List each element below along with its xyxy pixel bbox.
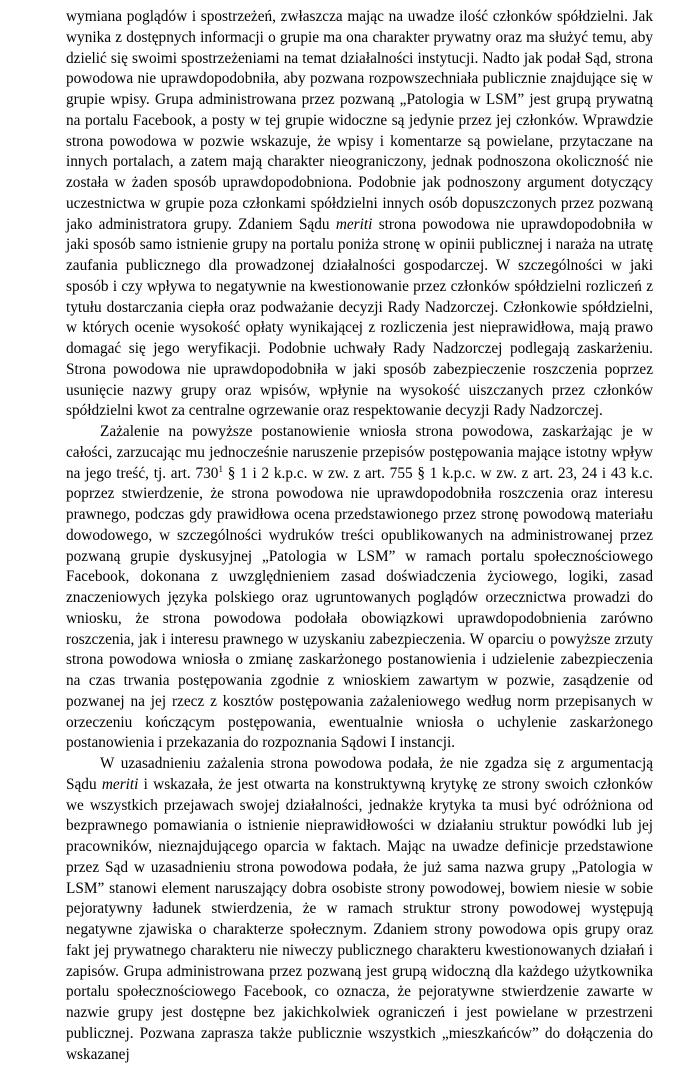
paragraph-text: § 1 i 2 k.p.c. w zw. z art. 755 § 1 k.p.c. w zw. z art. 23, 24 i 43 k.c. poprzez stwierdzenie, że strona powodowa nie uprawdopodobniła roszczenia oraz interesu prawnego, podczas gdy prawidłowa ocena przedstawionego przez stronę powodową materiału dowodowego, w szczególności wydruków treści opublikowanych na administrowanej przez pozwaną grupie dyskusyjnej „Patologia w LSM” w ramach portalu społecznościowego Facebook, dokonana z uwzględnieniem zasad doświadczenia życiowego, logiki, zasad znaczeniowych języka polskiego oraz ugruntowanych poglądów orzecznictwa prowadzi do wniosku, że strona powodowa podołała obowiązkowi uprawdopodobnienia zarówno roszczenia, jak i interesu prawnego w uzyskaniu zabezpieczenia. W oparciu o powyższe zrzuty strona powodowa wniosła o zmianę zaskarżonego postanowienia i udzielenie zabezpieczenia na czas trwania postępowania zgodnie z wnioskiem zawartym w pozwie, zasądzenie od pozwanej na jej rzecz z kosztów postępowania zażaleniowego według norm przepisanych w orzeczeniu kończącym postępowania, ewentualnie wniosła o uchylenie zaskarżonego postanowienia i przekazania do rozpoznania Sądowi I instancji. <box>66 464 653 752</box>
italic-latin-term: meriti <box>335 215 373 233</box>
superscript-marker: 1 <box>218 463 223 474</box>
italic-latin-term: meriti <box>101 775 139 793</box>
paragraph-text: Zażalenie na powyższe postanowienie wniosła strona powodowa, zaskarżając je w całości, zarzucając mu jednocześnie naruszenie przepisów postępowania mające istotny wpływ na jego treść, tj. art. 730 <box>66 423 653 482</box>
paragraph-text: strona powodowa nie uprawdopodobniła w jaki sposób samo istnienie grupy na portalu poniża stronę w opinii publicznej i naraża na utratę zaufania publicznego dla prowadzonej działalności gospodarczej. W szczególności w jaki sposób i czy wpływa to negatywnie na kwestionowanie przez członków spółdzielni rozliczeń z tytułu dostarczania ciepła oraz podważanie decyzji Rady Nadzorczej. Członkowie spółdzielni, w których ocenie wysokość opłaty wynikającej z rozliczenia jest nieprawidłowa, mają prawo domagać się jego weryfikacji. Podobnie uchwały Rady Nadzorczej podlegają zaskarżeniu. Strona powodowa nie uprawdopodobniła w jaki sposób zabezpieczenie roszczenia poprzez usunięcie nazwy grupy oraz wpisów, wpłynie na wysokość uiszczanych przez członków spółdzielni kwot za centralne ogrzewanie oraz respektowanie decyzji Rady Nadzorczej. <box>66 215 653 420</box>
paragraph-1 <box>66 7 653 422</box>
paragraph-2 <box>66 422 653 754</box>
paragraph-text: W uzasadnieniu zażalenia strona powodowa podała, że nie zgadza się z argumentacją Sądu <box>66 755 653 793</box>
paragraph-text: i wskazała, że jest otwarta na konstruktywną krytykę ze strony swoich członków we wszystkich przejawach swojej działalności, jednakże krytyka ta musi być odróżniona od bezprawnego pomawiania o istnienie nieprawidłowości w działaniu struktur powódki lub jej pracowników, nieznajdującego oparcia w faktach. Mając na uwadze definicje przedstawione przez Sąd w uzasadnieniu strona powodowa podała, że już sama nazwa grupy „Patologia w LSM” stanowi element naruszający dobra osobiste strony powodowej, bowiem niesie w sobie pejoratywny ładunek stwierdzenia, że w ramach struktur strony powodowej występują negatywne zjawiska o charakterze społecznym. Zdaniem strony powodowa opis grupy oraz fakt jej prywatnego charakteru nie niweczy publicznego charakteru kwestionowanych działań i zapisów. Grupa administrowana przez pozwaną jest grupą widoczną dla każdego użytkownika portalu społecznościowego Facebook, co oznacza, że pejoratywne stwierdzenie zawarte w nazwie grupy jest dostępne bez jakichkolwiek ograniczeń i jest powielane w przestrzeni publicznej. Pozwana zaprasza także publicznie wszystkich „mieszkańców” do dołączenia do wskazanej <box>66 775 653 1063</box>
paragraph-text: wymiana poglądów i spostrzeżeń, zwłaszcza mając na uwadze ilość członków spółdzielni. Jak wynika z dostępnych informacji o grupie ma ona charakter prywatny oraz ma służyć temu, aby dzielić się swoimi spostrzeżeniami na temat działalności instytucji. Nadto jak podał Sąd, strona powodowa nie uprawdopodobniła, aby pozwana rozpowszechniała publicznie znajdujące się w grupie wpisy. Grupa administrowana przez pozwaną „Patologia w LSM” jest grupą prywatną na portalu Facebook, a posty w tej grupie widoczne są jedynie przez jej członków. Wprawdzie strona powodowa w pozwie wskazuje, że wpisy i komentarze są powielane, przytaczane na innych portalach, a zatem mają charakter nieograniczony, jednak podnoszona okoliczność nie została w żaden sposób uprawdopodobniona. Podobnie jak podnoszony argument dotyczący uczestnictwa w grupie poza członkami spółdzielni innych osób dopuszczonych przez pozwaną jako administratora grupy. Zdaniem Sądu <box>66 8 653 233</box>
paragraph-3 <box>66 754 653 1065</box>
